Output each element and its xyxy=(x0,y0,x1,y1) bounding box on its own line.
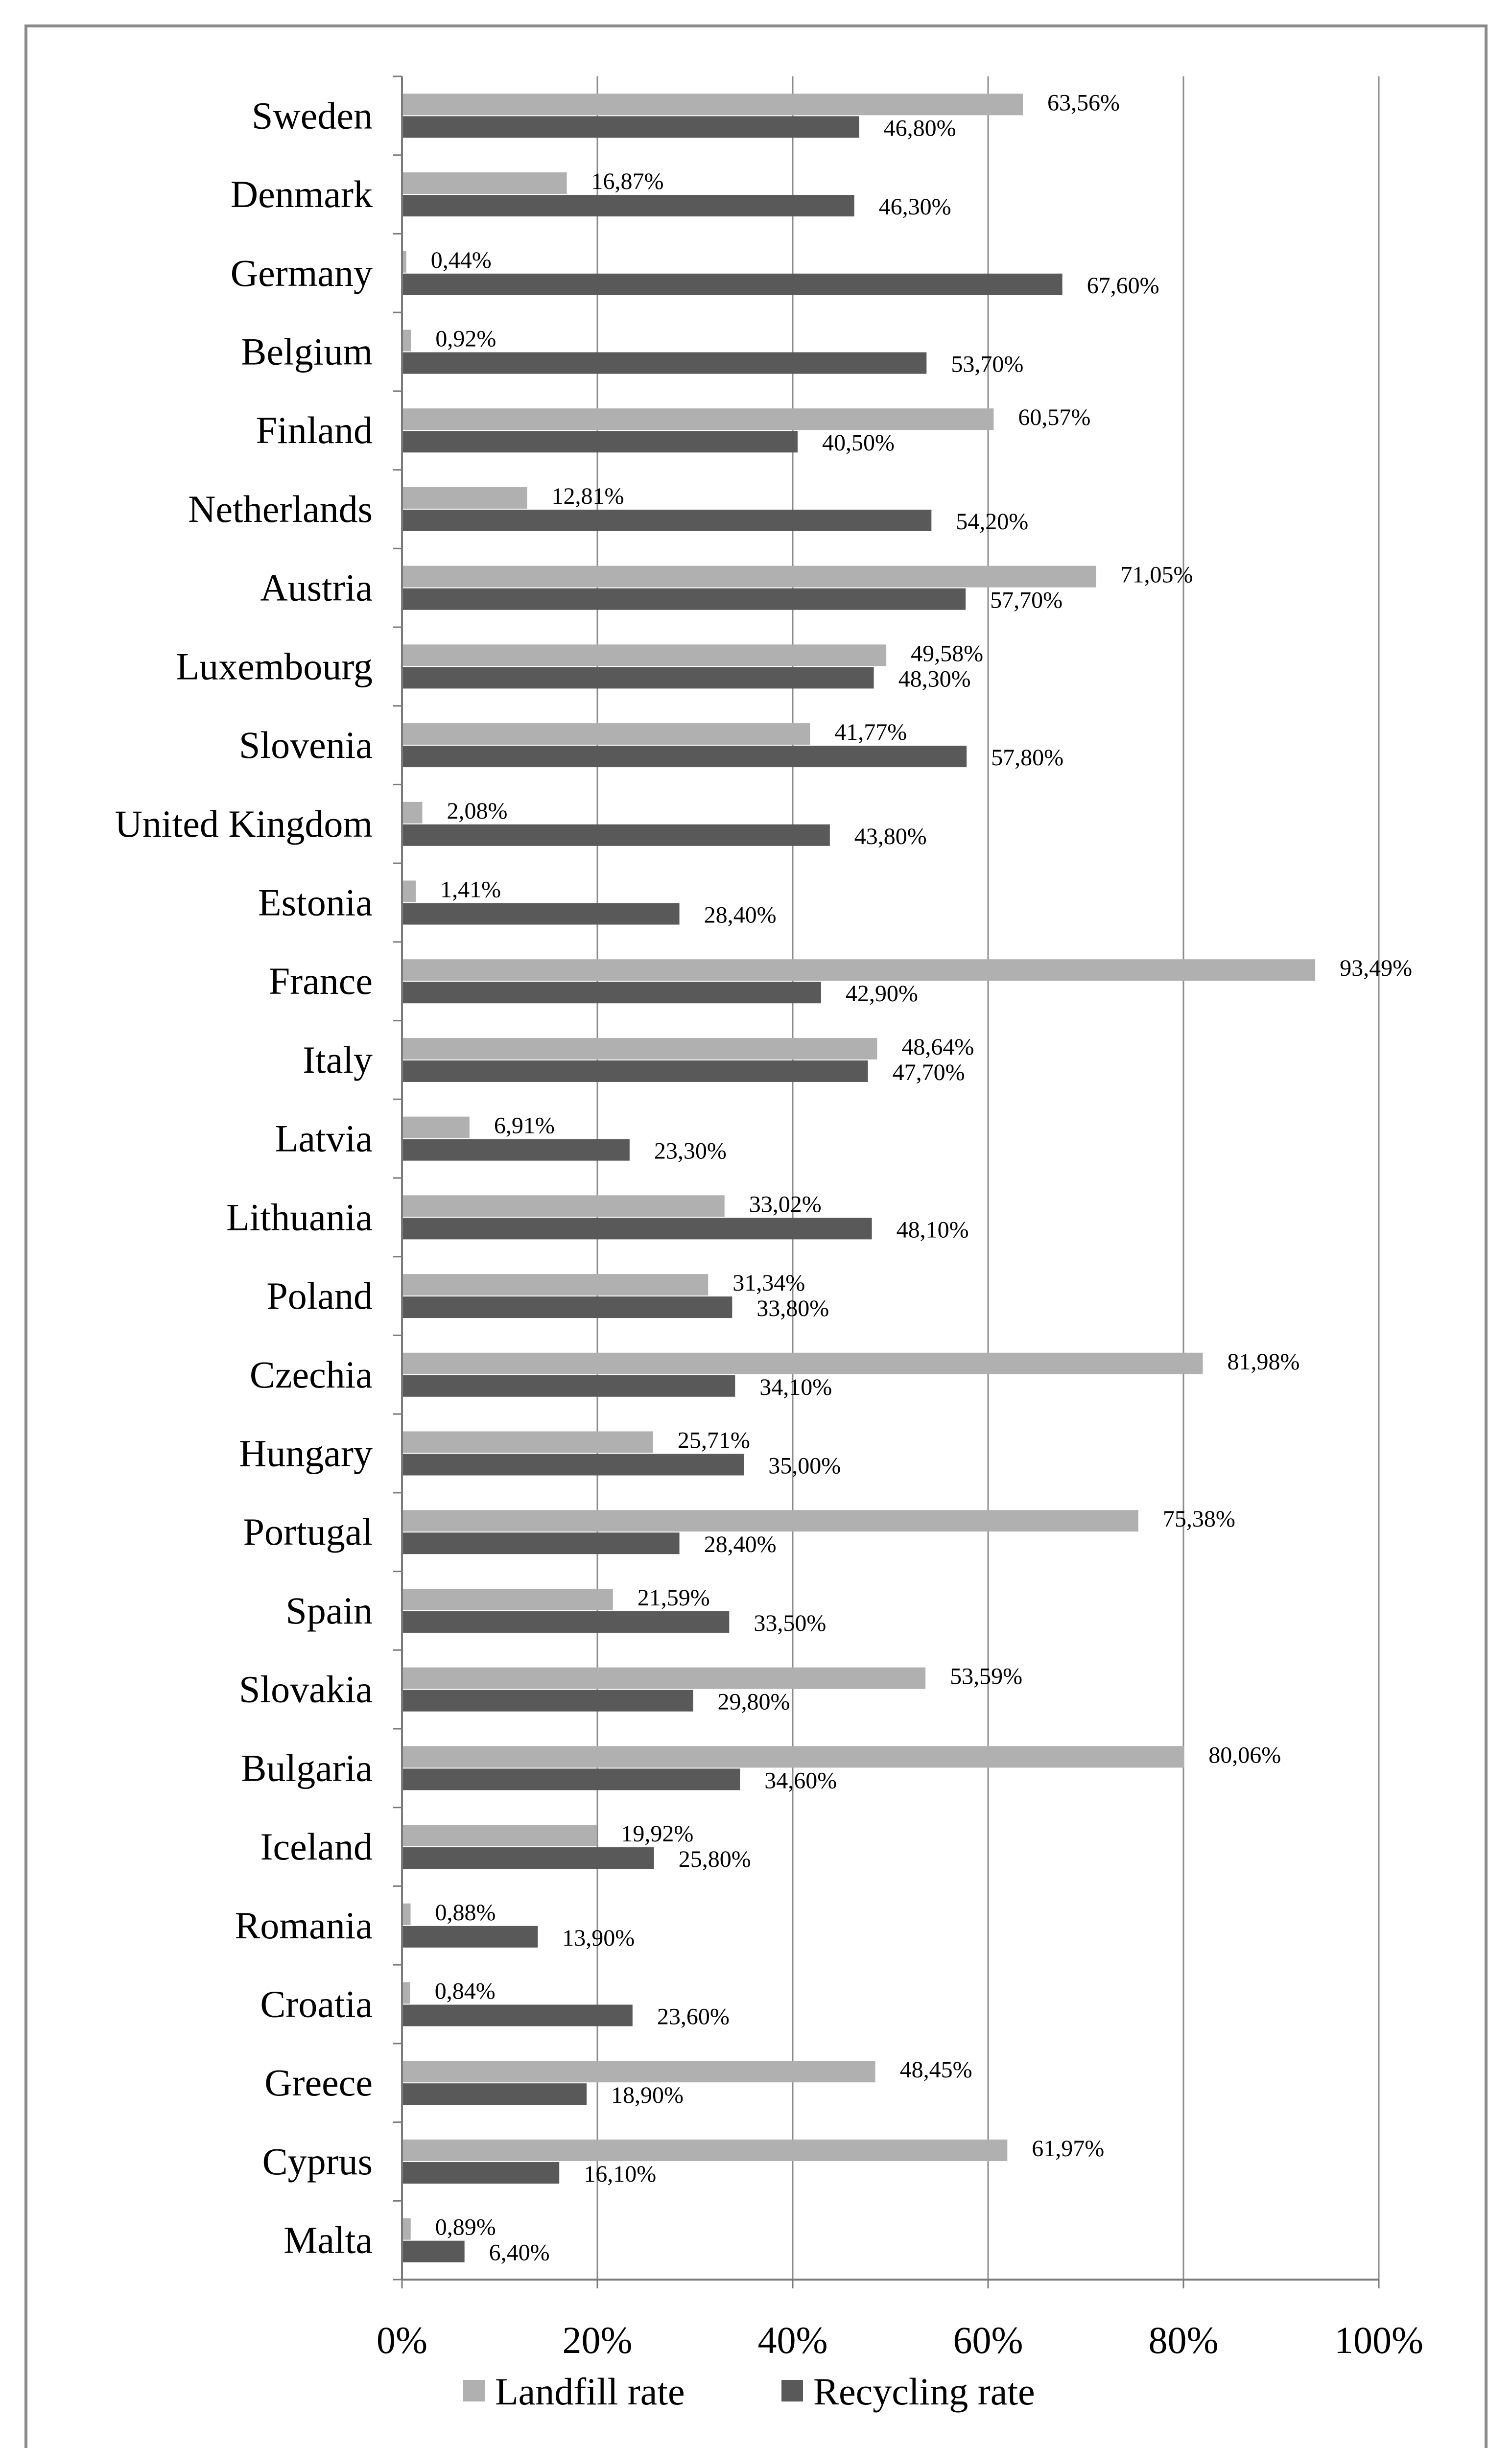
recycling-bar xyxy=(402,1139,630,1161)
axes xyxy=(393,76,1379,2288)
landfill-bar xyxy=(402,1432,653,1453)
category-label: Latvia xyxy=(275,1117,373,1160)
recycling-value-label: 57,80% xyxy=(991,745,1064,771)
category-label: Lithuania xyxy=(226,1196,373,1239)
category-label: Denmark xyxy=(230,173,373,216)
landfill-bar xyxy=(402,1353,1203,1374)
recycling-value-label: 13,90% xyxy=(562,1925,635,1951)
landfill-value-label: 0,89% xyxy=(435,2214,496,2240)
category-label: Greece xyxy=(264,2061,373,2104)
category-label: Finland xyxy=(256,409,373,452)
landfill-bar xyxy=(402,2061,875,2082)
category-label: United Kingdom xyxy=(115,802,373,845)
landfill-value-label: 16,87% xyxy=(591,168,664,195)
recycling-bar xyxy=(402,667,874,688)
landfill-bar xyxy=(402,1117,470,1138)
landfill-value-label: 1,41% xyxy=(440,876,501,903)
recycling-value-label: 42,90% xyxy=(845,981,918,1007)
category-label: Estonia xyxy=(258,881,373,924)
landfill-bar xyxy=(402,881,416,902)
legend-recycling-swatch xyxy=(781,2380,803,2401)
landfill-bar xyxy=(402,1510,1138,1531)
recycling-value-label: 54,20% xyxy=(956,508,1029,535)
landfill-bar xyxy=(402,1746,1184,1767)
landfill-bar xyxy=(402,1589,613,1610)
recycling-value-label: 23,30% xyxy=(654,1138,727,1164)
landfill-value-label: 0,88% xyxy=(435,1899,496,1926)
category-label: Spain xyxy=(285,1589,373,1632)
recycling-bar xyxy=(402,195,854,216)
category-label: Croatia xyxy=(260,1982,373,2025)
recycling-value-label: 48,30% xyxy=(898,666,971,692)
landfill-value-label: 21,59% xyxy=(637,1584,710,1611)
recycling-bar xyxy=(402,2241,465,2262)
x-tick-label: 0% xyxy=(377,2319,427,2361)
recycling-value-label: 6,40% xyxy=(489,2239,550,2266)
recycling-bar xyxy=(402,431,798,452)
recycling-bar xyxy=(402,2083,587,2105)
recycling-value-label: 23,60% xyxy=(657,2003,730,2030)
landfill-value-label: 48,64% xyxy=(901,1034,974,1060)
recycling-value-label: 47,70% xyxy=(892,1059,965,1085)
recycling-bar xyxy=(402,2162,559,2184)
recycling-bar xyxy=(402,746,967,767)
landfill-bar xyxy=(402,2218,411,2240)
landfill-bar xyxy=(402,94,1023,115)
category-label: Cyprus xyxy=(262,2140,373,2183)
landfill-value-label: 0,92% xyxy=(435,326,496,352)
landfill-value-label: 33,02% xyxy=(749,1191,822,1218)
recycling-bar xyxy=(402,1926,538,1948)
category-label: Austria xyxy=(260,566,373,609)
landfill-value-label: 53,59% xyxy=(950,1663,1023,1690)
category-label: Bulgaria xyxy=(241,1746,373,1789)
landfill-value-label: 49,58% xyxy=(911,640,984,667)
legend-landfill-swatch xyxy=(463,2380,485,2401)
recycling-bar xyxy=(402,116,859,138)
landfill-bar xyxy=(402,408,993,430)
landfill-bar xyxy=(402,1825,596,1846)
bar-chart xyxy=(27,27,1490,2448)
recycling-value-label: 53,70% xyxy=(951,351,1024,377)
category-label: Belgium xyxy=(241,330,373,373)
recycling-bar xyxy=(402,1375,735,1397)
recycling-value-label: 28,40% xyxy=(704,1531,777,1558)
landfill-bar xyxy=(402,2140,1007,2161)
landfill-bar xyxy=(402,1274,708,1295)
recycling-value-label: 28,40% xyxy=(704,902,777,928)
recycling-value-label: 29,80% xyxy=(717,1689,790,1715)
recycling-bar xyxy=(402,1454,744,1476)
landfill-value-label: 0,84% xyxy=(434,1978,496,2004)
recycling-bar xyxy=(402,1532,680,1554)
recycling-value-label: 43,80% xyxy=(854,823,927,849)
recycling-bar xyxy=(402,1768,740,1790)
x-tick-label: 20% xyxy=(562,2319,633,2361)
category-label: Czechia xyxy=(249,1353,373,1396)
landfill-value-label: 80,06% xyxy=(1208,1742,1281,1768)
recycling-bar xyxy=(402,1690,693,1712)
category-labels xyxy=(115,94,373,2261)
landfill-value-label: 41,77% xyxy=(834,719,907,746)
x-tick-label: 80% xyxy=(1148,2319,1219,2361)
landfill-bar xyxy=(402,723,810,745)
x-tick-label: 100% xyxy=(1334,2319,1423,2361)
category-label: Poland xyxy=(266,1274,373,1318)
landfill-bar xyxy=(402,959,1315,981)
landfill-bar xyxy=(402,1982,410,2004)
landfill-value-label: 63,56% xyxy=(1047,90,1120,116)
category-label: Luxembourg xyxy=(176,645,373,688)
recycling-value-label: 35,00% xyxy=(768,1453,841,1479)
landfill-bar xyxy=(402,566,1096,588)
category-label: Romania xyxy=(235,1904,373,1947)
legend xyxy=(463,2370,1035,2413)
category-label: Netherlands xyxy=(188,487,373,530)
recycling-value-label: 34,60% xyxy=(764,1767,837,1794)
landfill-value-label: 71,05% xyxy=(1120,562,1193,588)
recycling-value-label: 33,50% xyxy=(754,1610,827,1636)
landfill-value-label: 75,38% xyxy=(1162,1506,1235,1532)
recycling-value-label: 46,30% xyxy=(878,194,951,220)
landfill-bar xyxy=(402,644,886,666)
landfill-value-label: 93,49% xyxy=(1340,955,1413,982)
landfill-bar xyxy=(402,330,411,352)
landfill-bar xyxy=(402,1195,725,1217)
recycling-bar xyxy=(402,2005,633,2026)
category-label: Germany xyxy=(230,251,373,294)
recycling-value-label: 57,70% xyxy=(990,587,1063,613)
landfill-bar xyxy=(402,172,567,194)
category-label: France xyxy=(268,960,373,1003)
recycling-value-label: 18,90% xyxy=(611,2082,684,2109)
landfill-value-label: 60,57% xyxy=(1018,404,1091,431)
gridlines xyxy=(597,76,1379,2280)
recycling-bar xyxy=(402,903,680,925)
x-tick-label: 60% xyxy=(953,2319,1023,2361)
category-label: Portugal xyxy=(243,1510,373,1554)
x-tick-label: 40% xyxy=(757,2319,828,2361)
category-label: Italy xyxy=(303,1038,373,1081)
category-label: Iceland xyxy=(260,1825,373,1868)
landfill-value-label: 31,34% xyxy=(732,1270,805,1296)
category-label: Hungary xyxy=(239,1432,373,1475)
landfill-value-label: 0,44% xyxy=(430,247,492,273)
landfill-value-label: 48,45% xyxy=(899,2057,972,2083)
landfill-value-label: 2,08% xyxy=(447,798,508,824)
landfill-bar xyxy=(402,487,527,509)
landfill-value-label: 12,81% xyxy=(551,483,624,509)
landfill-value-label: 19,92% xyxy=(621,1821,694,1847)
recycling-bar xyxy=(402,1060,868,1082)
recycling-value-label: 34,10% xyxy=(759,1374,832,1400)
recycling-bar xyxy=(402,1847,654,1869)
recycling-bar xyxy=(402,353,926,374)
category-label: Malta xyxy=(284,2218,373,2261)
landfill-bar xyxy=(402,1668,925,1689)
recycling-value-label: 46,80% xyxy=(883,115,956,141)
bar-group xyxy=(402,94,1315,2262)
landfill-bar xyxy=(402,1904,411,1925)
recycling-value-label: 48,10% xyxy=(896,1217,969,1243)
recycling-value-label: 25,80% xyxy=(678,1846,751,1873)
chart-frame xyxy=(24,24,1488,2448)
recycling-bar xyxy=(402,274,1063,295)
landfill-bar xyxy=(402,802,422,824)
recycling-value-label: 40,50% xyxy=(822,430,895,456)
recycling-bar xyxy=(402,510,931,531)
category-label: Slovenia xyxy=(239,724,373,767)
category-label: Slovakia xyxy=(239,1668,373,1711)
recycling-value-label: 16,10% xyxy=(584,2161,657,2187)
recycling-bar xyxy=(402,1611,729,1633)
landfill-bar xyxy=(402,1038,877,1059)
recycling-bar xyxy=(402,1296,732,1318)
category-label: Sweden xyxy=(252,94,373,137)
recycling-bar xyxy=(402,824,830,846)
recycling-bar xyxy=(402,588,966,610)
landfill-value-label: 6,91% xyxy=(494,1112,555,1139)
recycling-value-label: 67,60% xyxy=(1087,272,1159,299)
x-tick-labels xyxy=(377,2319,1423,2361)
legend-recycling-label: Recycling rate xyxy=(813,2370,1035,2413)
recycling-bar xyxy=(402,1218,872,1239)
legend-landfill-label: Landfill rate xyxy=(495,2370,685,2413)
landfill-value-label: 25,71% xyxy=(677,1427,750,1454)
landfill-value-label: 81,98% xyxy=(1227,1348,1300,1375)
recycling-bar xyxy=(402,982,821,1003)
landfill-value-label: 61,97% xyxy=(1032,2135,1105,2162)
recycling-value-label: 33,80% xyxy=(756,1295,829,1322)
